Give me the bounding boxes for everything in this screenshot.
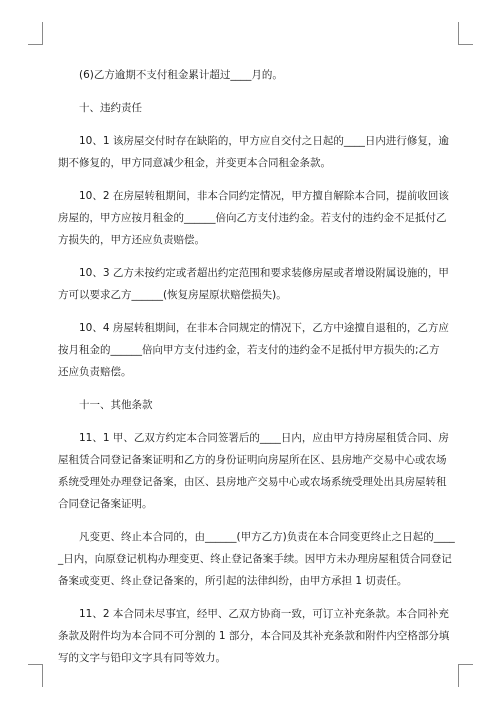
text-line: 10、2 在房屋转租期间，非本合同约定情况，甲方擅自解除本合同，提前收回该	[79, 190, 449, 202]
text-line: 还应负责赔偿。	[58, 366, 132, 378]
text-line: 合同登记备案证明。	[58, 498, 153, 510]
text-line: 10、4 房屋转租期间，在非本合同规定的情况下，乙方中途擅自退租的，乙方应	[79, 322, 449, 334]
text-line: 方可以要求乙方______(恢复房屋原状赔偿损失)。	[58, 289, 287, 301]
text-line: 11、2 本合同未尽事宜，经甲、乙双方协商一致，可订立补充条款。本合同补充	[79, 608, 449, 620]
text-line: 11、1 甲、乙双方约定本合同签署后的____日内，应由甲方持房屋租赁合同、房	[79, 432, 449, 444]
crop-mark-bottom-right	[458, 664, 473, 687]
text-line: 按月租金的______倍向甲方支付违约金，若支付的违约金不足抵付甲方损失的;乙方	[58, 344, 440, 356]
section-heading: 十、违约责任	[79, 102, 142, 114]
text-line: 系统受理处办理登记备案，由区、县房地产交易中心或农场系统受理处出具房屋转租	[58, 476, 447, 488]
text-line: 屋租赁合同登记备案证明和乙方的身份证明向房屋所在区、县房地产交易中心或农场	[58, 454, 447, 466]
text-line: 10、3 乙方未按约定或者超出约定范围和要求装修房屋或者增设附属设施的，甲	[79, 267, 449, 279]
crop-mark-top-right	[458, 22, 473, 45]
text-line: 写的文字与铅印文字具有同等效力。	[58, 652, 226, 664]
crop-mark-top-left	[28, 22, 43, 45]
document-body	[58, 64, 455, 669]
text-line: 10、1 该房屋交付时存在缺陷的，甲方应自交付之日起的____日内进行修复，逾	[79, 135, 449, 147]
text-line: 备案或变更、终止登记备案的，所引起的法律纠纷，由甲方承担 1 切责任。	[58, 575, 408, 587]
text-line: _日内，向原登记机构办理变更、终止登记备案手续。因甲方未办理房屋租赁合同登记	[58, 553, 452, 565]
crop-mark-bottom-left	[28, 664, 43, 687]
text-line: (6)乙方逾期不支付租金累计超过____月的。	[79, 69, 283, 81]
text-line: 条款及附件均为本合同不可分割的 1 部分，本合同及其补充条款和附件内空格部分填	[58, 630, 450, 642]
text-line: 期不修复的，甲方同意减少租金，并变更本合同租金条款。	[58, 157, 331, 169]
text-line: 方损失的，甲方还应负责赔偿。	[58, 234, 205, 246]
text-line: 凡变更、终止本合同的，由______(甲方乙方)负责在本合同变更终止之日起的____	[79, 531, 455, 543]
text-line: 房屋的，甲方应按月租金的______倍向乙方支付违约金。若支付的违约金不足抵付乙	[58, 212, 447, 224]
section-heading: 十一、其他条款	[79, 399, 153, 411]
